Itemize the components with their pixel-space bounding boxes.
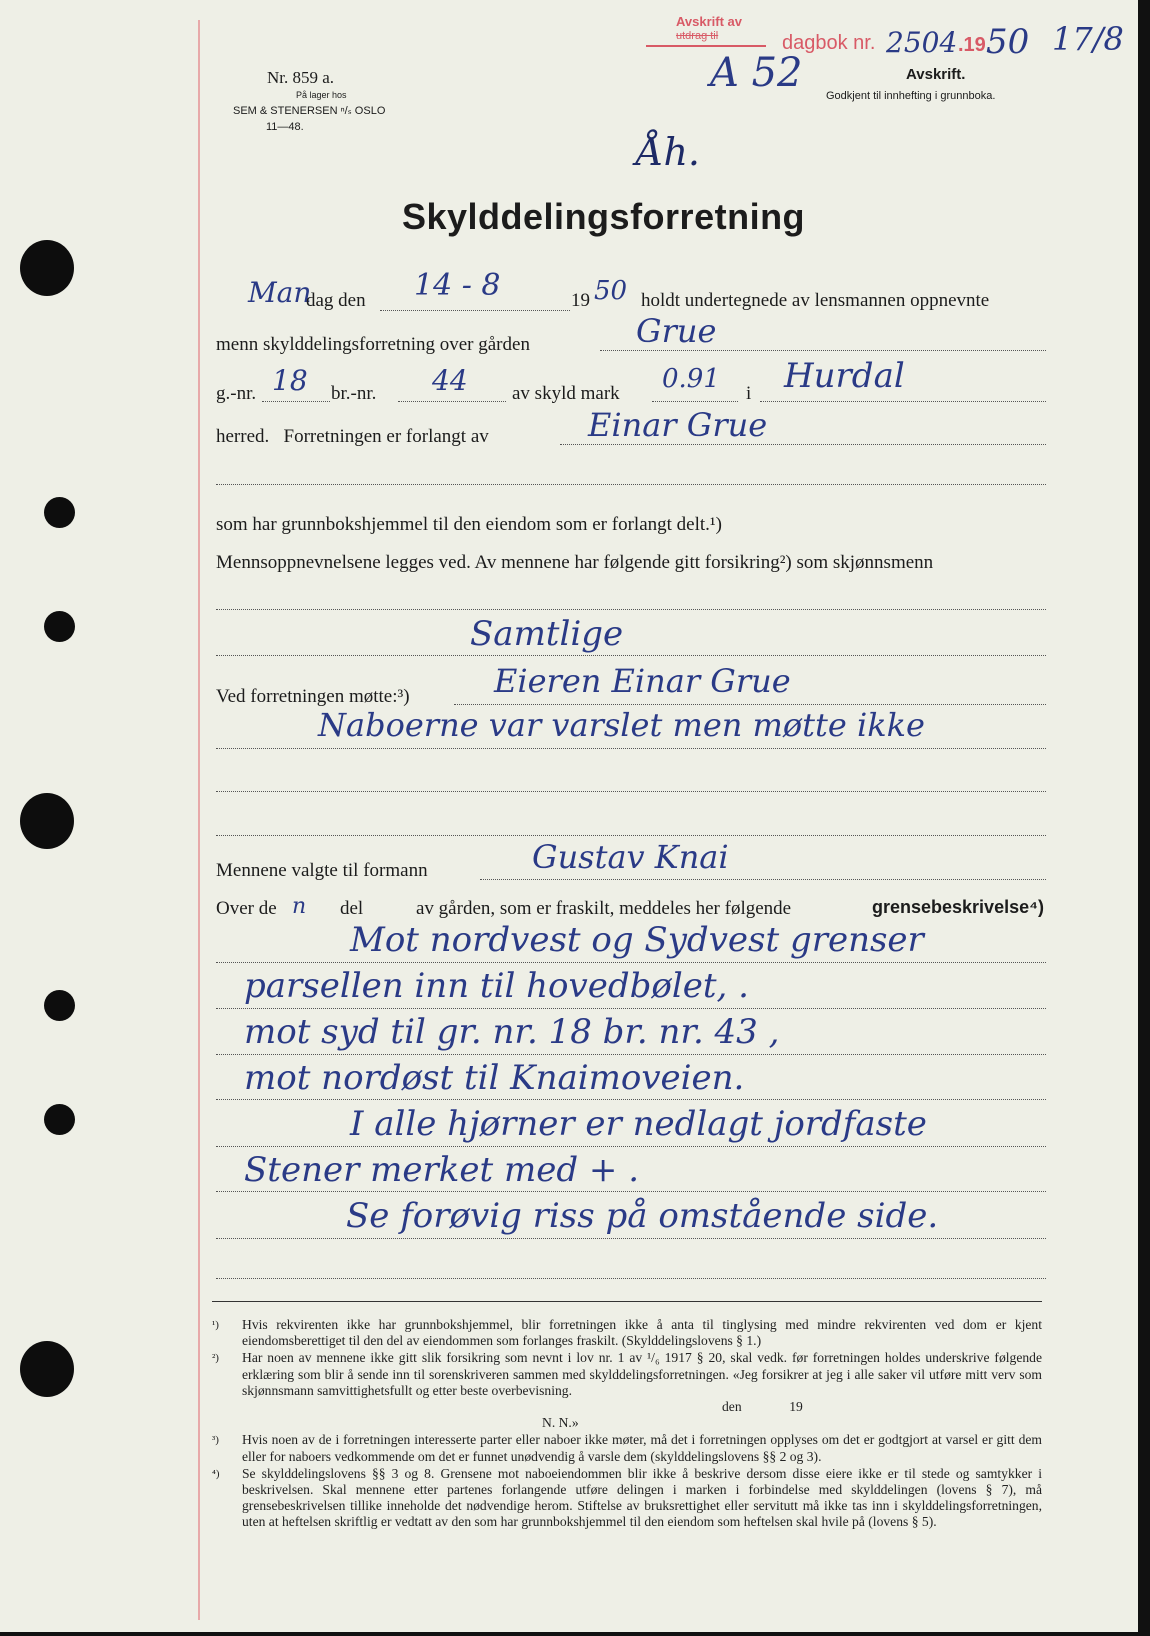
neighbours-hand: Naboerne var varslet men møtte ikke [318,706,925,744]
requester-hand: Einar Grue [588,406,768,444]
footnote-separator [212,1301,1042,1302]
footnote-1 [212,1317,1042,1349]
form-number: Nr. 859 a. [267,68,335,87]
stamp-dagbok: dagbok nr. [782,32,876,54]
skyld-label: av skyld mark [512,383,620,404]
page-mark: A 52 [710,50,803,96]
footnote-text: Hvis rekvirenten ikke har grunnbokshjemmel, blir forretningen ikke å anta til tinglysing med mindre rekvirenten ved dom er kjent eiendomsberettiget til den del av eiendommen som forlanges fraskilt. (Skylddelingslovens § 1.) [242,1317,1042,1349]
footnote-4 [212,1466,1042,1531]
stamp-year: 50 [986,22,1030,62]
description-line: mot syd til gr. nr. 18 br. nr. 43 , [244,1012,780,1052]
footnote-number: ⁴) [212,1467,220,1480]
dotted-line [216,484,1046,485]
stamp-date: 17/8 [1052,20,1124,58]
footnote-number: ¹) [212,1319,219,1331]
gnr-label: g.-nr. [216,383,257,404]
dotted-line [216,1278,1046,1279]
dotted-line [216,835,1046,836]
punch-hole [44,497,75,528]
samtlige-hand: Samtlige [470,614,624,654]
stamp-year-prefix: .19 [958,34,986,56]
scan-edge [1138,0,1150,1636]
form-title: Skylddelingsforretning [402,196,806,237]
i-label: i [746,383,752,404]
dotted-line [216,1238,1046,1239]
over-del: del [340,898,364,919]
year-hand: 50 [594,276,628,306]
footnote-3 [212,1432,1042,1464]
dotted-line [216,748,1046,749]
punch-hole [20,240,74,296]
farm-name-hand: Grue [636,312,717,350]
footnote-2 [212,1350,1042,1431]
dotted-line [216,1146,1046,1147]
description-line: mot nordøst til Knaimoveien. [244,1058,745,1098]
avskrift-label: Avskrift. [906,66,966,83]
ved-text: Ved forretningen møtte:³) [216,686,410,707]
weekday-hand: Man [248,276,312,309]
godkjent-label: Godkjent til innhefting i grunnboka. [826,90,996,102]
year-prefix: 19 [571,290,590,311]
punch-hole [20,1341,74,1397]
footnote-text: Har noen av mennene ikke gitt slik forsikring som nevnt i lov nr. 1 av ¹/₆ 1917 § 20, skal vedk. før forretningen holdes underskrive følgende erklæring som blir å sende inn til sorenskriveren sammen med skylddelingsforretningen. «Jeg forsikrer at jeg i alle saker vil utføre mitt verv som skjønnsmann samvittighetsfullt og etter beste overbevisning. [242,1350,1042,1398]
stamp-utdrag-til: utdrag til [676,30,719,42]
initials: Åh. [636,130,700,174]
formann-text: Mennene valgte til formann [216,860,428,881]
footnote-text: Hvis noen av de i forretningen interesserte parter eller naboer ikke møter, må det i forretningen opplyses om det er godtgjort at varsel er gitt dem eller for naboers vedkommende om det er funnet unødvendig å varsle dem (skylddelingslovens §§ 2 og 3). [242,1432,1042,1464]
formann-hand: Gustav Knai [532,838,729,876]
dotted-line [216,962,1046,963]
skyld-hand: 0.91 [662,364,720,394]
publisher-line: På lager hos [296,90,347,100]
dotted-line [600,350,1046,351]
over-text-c: av gården, som er fraskilt, meddeles her følgende [416,898,792,919]
description-line: Stener merket med + . [244,1150,640,1190]
punch-hole [44,1104,75,1135]
line2-text: menn skylddelingsforretning over gården [216,334,530,355]
dotted-line [216,1191,1046,1192]
publisher-line: SEM & STENERSEN ⁿ/ₛ OSLO [233,105,386,117]
punch-hole [44,990,75,1021]
dagbok-number: 2504 [886,26,958,59]
dotted-line [216,1054,1046,1055]
publisher-line: 11—48. [266,121,304,133]
over-hand: n [292,894,307,919]
description-line: Mot nordvest og Sydvest grenser [350,920,924,960]
text-dag-den: dag den [306,290,366,311]
stamp-underline [646,45,766,47]
bnr-hand: 44 [432,364,468,397]
dotted-line [398,401,506,402]
dotted-line [216,655,1046,656]
dotted-line [380,310,570,311]
dotted-line [262,401,330,402]
dotted-line [216,791,1046,792]
dotted-line [480,879,1046,880]
description-line: Se forøvig riss på omstående side. [346,1196,939,1236]
footnote-number: ³) [212,1434,219,1447]
dotted-line [216,1099,1046,1100]
punch-hole [44,611,75,642]
line1-text: holdt undertegnede av lensmannen oppnevnte [641,290,990,311]
footnote-text: Se skylddelingslovens §§ 3 og 8. Grensene mot naboeiendommen blir ikke å beskrive dersom disse eiere ikke er til stede og samtykker i beskrivelsen. Skal mennene etter partenes forlangende utføre delingen i marken i forbindelse med skylddelingen (lovens § 7), må grensebeskrivelsen tillike inneholde det nødvendige herom. Stiftelse av bruksrettighet eller servitutt må ikke tas inn i skylddelingsforretningen, uten at heftelsen skriftlig er vedtatt av den som har grunnbokshjemmel til den eiendom som heftelsen skal hvile på (lovens § 5). [242,1465,1042,1530]
stamp-avskrift-av: Avskrift av [676,14,742,29]
description-line: I alle hjørner er nedlagt jordfaste [350,1104,927,1144]
dotted-line [216,1008,1046,1009]
footnotes [212,1317,1042,1532]
line6-text: som har grunnbokshjemmel til den eiendom som er forlangt delt.¹) [216,514,722,535]
date-hand: 14 - 8 [414,268,501,303]
bnr-label: br.-nr. [331,383,377,404]
margin-rule [198,20,200,1620]
over-text: Over de [216,898,277,919]
dotted-line [560,444,1046,445]
dotted-line [760,401,1046,402]
footnote-date-line: den 19 [722,1399,803,1415]
footnote-number: ²) [212,1352,219,1365]
description-line: parsellen inn til hovedbølet, . [244,966,749,1006]
grensebeskrivelse-label: grensebeskrivelse⁴) [872,897,1045,917]
herred-hand: Hurdal [784,356,905,396]
gnr-hand: 18 [272,364,308,397]
dotted-line [652,401,738,402]
dotted-line [454,704,1046,705]
line7-text: Mennsoppnevnelsene legges ved. Av mennene har følgende gitt forsikring²) som skjønnsmenn [216,552,934,573]
line4-text: herred. Forretningen er forlangt av [216,426,489,447]
punch-hole [20,793,74,849]
dotted-line [216,609,1046,610]
attendee-hand: Eieren Einar Grue [494,662,791,700]
footnote-signature: N. N.» [542,1415,579,1431]
